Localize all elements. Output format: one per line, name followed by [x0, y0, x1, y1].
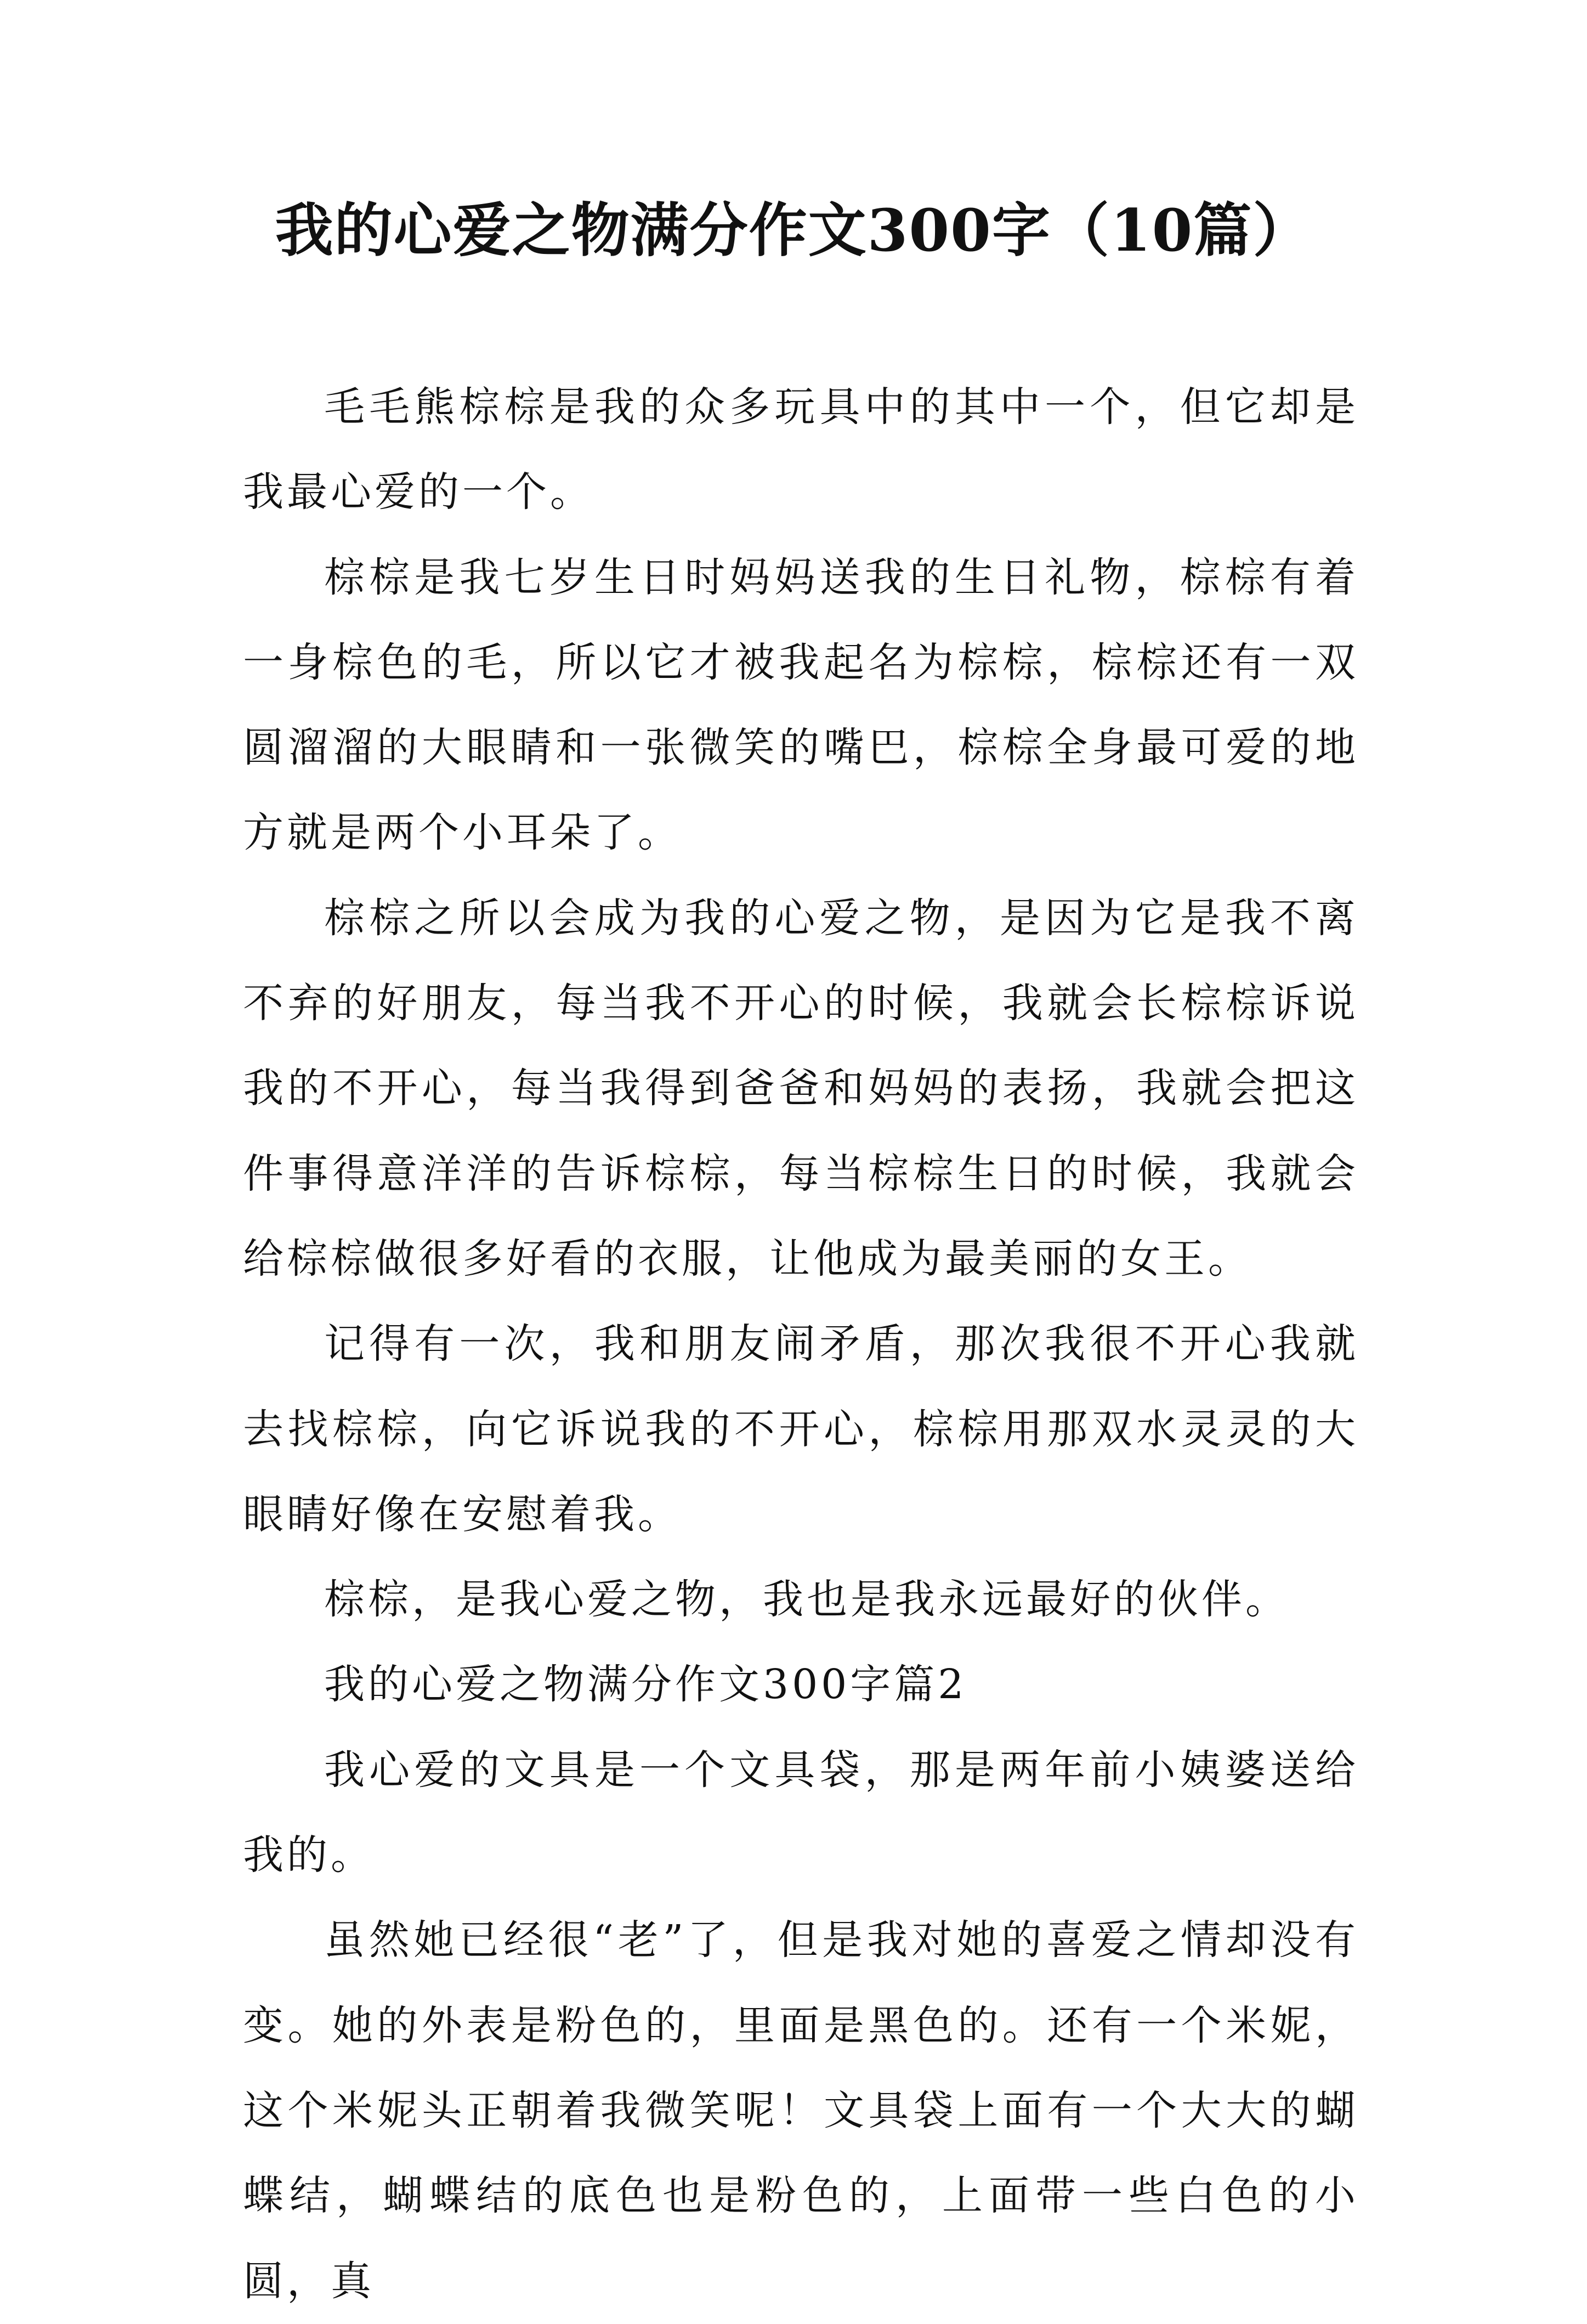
document-body	[243, 365, 1359, 2324]
paragraph: 棕棕是我七岁生日时妈妈送我的生日礼物，棕棕有着一身棕色的毛，所以它才被我起名为棕棕，棕棕还有一双圆溜溜的大眼睛和一张微笑的嘴巴，棕棕全身最可爱的地方就是两个小耳朵了。	[243, 553, 1359, 857]
paragraph: 棕棕之所以会成为我的心爱之物，是因为它是我不离不弃的好朋友，每当我不开心的时候，我就会长棕棕诉说我的不开心，每当我得到爸爸和妈妈的表扬，我就会把这件事得意洋洋的告诉棕棕，每当棕棕生日的时候，我就会给棕棕做很多好看的衣服，让他成为最美丽的女王。	[243, 894, 1359, 1282]
paragraph: 虽然她已经很“老”了，但是我对她的喜爱之情却没有变。她的外表是粉色的，里面是黑色的。还有一个米妮，这个米妮头正朝着我微笑呢！文具袋上面有一个大大的蝴蝶结，蝴蝶结的底色也是粉色的，上面带一些白色的小圆，真	[243, 1916, 1359, 2305]
document-title: 我的心爱之物满分作文300字（10篇）	[275, 196, 1312, 264]
paragraph: 毛毛熊棕棕是我的众多玩具中的其中一个，但它却是我最心爱的一个。	[243, 383, 1359, 516]
paragraph: 我心爱的文具是一个文具袋，那是两年前小姨婆送给我的。	[243, 1746, 1359, 1879]
section-heading: 我的心爱之物满分作文300字篇2	[324, 1661, 967, 1709]
paragraph: 棕棕，是我心爱之物，我也是我永远最好的伙伴。	[324, 1576, 1289, 1624]
paragraph: 记得有一次，我和朋友闹矛盾，那次我很不开心我就去找棕棕，向它诉说我的不开心，棕棕用那双水灵灵的大眼睛好像在安慰着我。	[243, 1320, 1359, 1538]
